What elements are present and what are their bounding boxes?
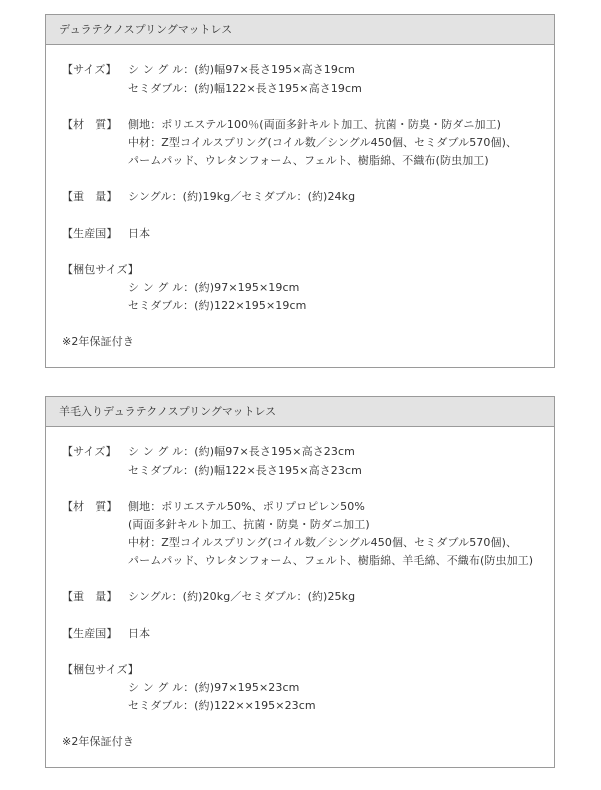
origin-value: 日本 bbox=[128, 227, 151, 240]
origin-label: 【生産国】 bbox=[62, 227, 118, 240]
material-line: 側地：ポリエステル100％(両面多針キルト加工、抗菌・防臭・防ダニ加工) bbox=[128, 118, 502, 131]
warranty-note: ※2年保証付き bbox=[62, 735, 134, 748]
package-line: シ ン グ ル：(約)97×195×19cm bbox=[128, 281, 300, 294]
material-line: パームパッド、ウレタンフォーム、フェルト、樹脂綿、不織布(防虫加工) bbox=[128, 154, 489, 167]
package-line: セミダブル：(約)122××195×23cm bbox=[128, 699, 316, 712]
material-line: 中材：Z型コイルスプリング(コイル数／シングル450個、セミダブル570個)、 bbox=[128, 136, 518, 149]
size-label: 【サイズ】 bbox=[62, 445, 117, 458]
origin-value: 日本 bbox=[128, 627, 151, 640]
size-line: シ ン グ ル：(約)幅97×長さ195×高さ19cm bbox=[128, 63, 355, 76]
weight-value: シングル：(約)19kg／セミダブル：(約)24kg bbox=[128, 190, 356, 203]
package-line: シ ン グ ル：(約)97×195×23cm bbox=[128, 681, 300, 694]
product-title: 羊毛入りデュラテクノスプリングマットレス bbox=[46, 397, 554, 427]
size-line: セミダブル：(約)幅122×長さ195×高さ19cm bbox=[128, 82, 362, 95]
material-label: 【材 質】 bbox=[62, 500, 118, 513]
package-line: セミダブル：(約)122×195×19cm bbox=[128, 299, 307, 312]
material-line: 中材：Z型コイルスプリング(コイル数／シングル450個、セミダブル570個)、 bbox=[128, 536, 518, 549]
package-label: 【梱包サイズ】 bbox=[62, 263, 139, 276]
material-line: 側地：ポリエステル50%、ポリプロピレン50% bbox=[128, 500, 365, 513]
origin-label: 【生産国】 bbox=[62, 627, 118, 640]
weight-value: シングル：(約)20kg／セミダブル：(約)25kg bbox=[128, 590, 356, 603]
warranty-note: ※2年保証付き bbox=[62, 335, 134, 348]
weight-label: 【重 量】 bbox=[62, 190, 118, 203]
material-line: (両面多針キルト加工、抗菌・防臭・防ダニ加工) bbox=[128, 518, 370, 531]
size-line: セミダブル：(約)幅122×長さ195×高さ23cm bbox=[128, 464, 362, 477]
size-line: シ ン グ ル：(約)幅97×長さ195×高さ23cm bbox=[128, 445, 355, 458]
material-label: 【材 質】 bbox=[62, 118, 118, 131]
spec-box-standard bbox=[45, 14, 555, 368]
material-line: パームパッド、ウレタンフォーム、フェルト、樹脂綿、羊毛綿、不織布(防虫加工) bbox=[128, 554, 534, 567]
product-title: デュラテクノスプリングマットレス bbox=[46, 15, 554, 45]
package-label: 【梱包サイズ】 bbox=[62, 663, 139, 676]
weight-label: 【重 量】 bbox=[62, 590, 118, 603]
spec-box-wool bbox=[45, 396, 555, 768]
size-label: 【サイズ】 bbox=[62, 63, 117, 76]
